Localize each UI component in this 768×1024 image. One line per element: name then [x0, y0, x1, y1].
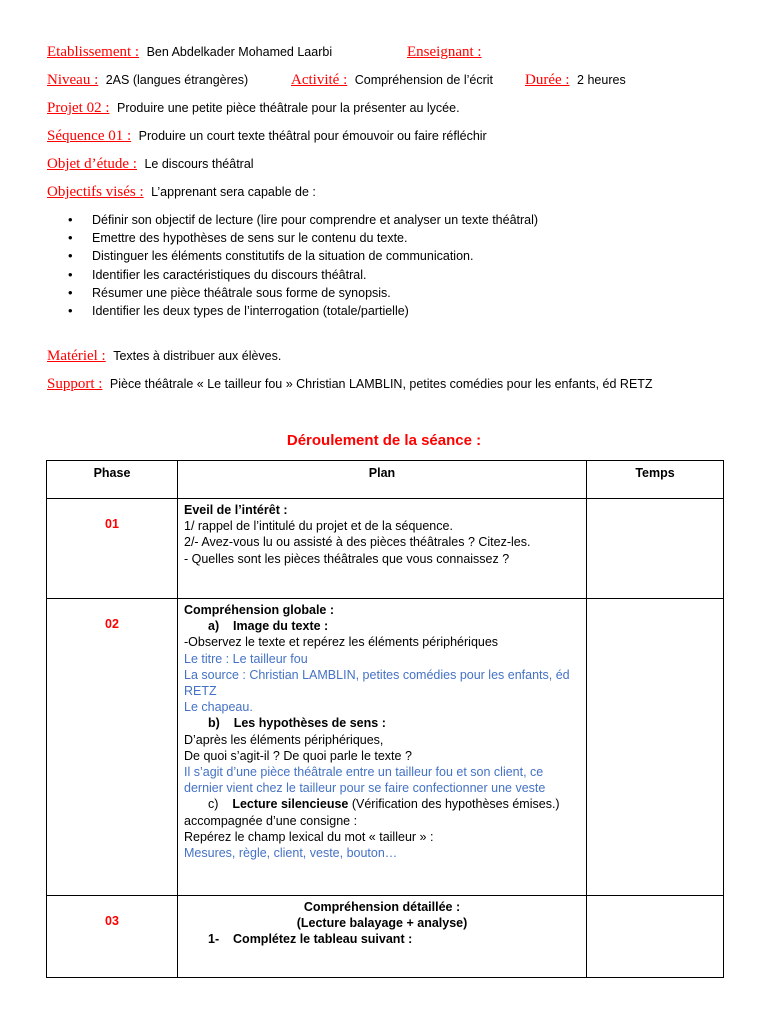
header-phase: Phase [47, 461, 178, 499]
duree-line [525, 72, 626, 88]
plan-subsection-c [184, 796, 580, 812]
plan-line: De quoi s’agit-il ? De quoi parle le texte ? [184, 748, 412, 763]
objectifs-label: Objectifs visés : [47, 184, 144, 200]
enseignant-label: Enseignant : [407, 44, 482, 60]
plan-line: D’après les éléments périphériques, [184, 732, 384, 747]
objectifs-list [68, 211, 538, 320]
plan-answer: Mesures, règle, client, veste, bouton… [184, 846, 398, 861]
support-value: Pièce théâtrale « Le tailleur fou » Christian LAMBLIN, petites comédies pour les enfants, éd RETZ [109, 377, 653, 391]
etablissement-label: Etablissement : [47, 44, 140, 60]
item-text: Complétez le tableau suivant : [233, 932, 413, 947]
phase-number: 03 [47, 896, 178, 978]
plan-cell [178, 599, 587, 896]
activite-label: Activité : [291, 72, 348, 88]
list-item: • Distinguer les éléments constitutifs de la situation de communication. [68, 247, 538, 265]
materiel-line [47, 348, 281, 364]
activite-value: Compréhension de l’écrit [354, 73, 493, 87]
plan-line: Repérez le champ lexical du mot « tailleur » : [184, 829, 434, 844]
sub-title: Image du texte : [233, 619, 329, 634]
list-item: • Emettre des hypothèses de sens sur le contenu du texte. [68, 229, 538, 247]
projet-line [47, 100, 460, 116]
deroulement-table [46, 460, 724, 978]
phase-number: 01 [47, 499, 178, 599]
objectifs-line [47, 184, 316, 200]
sub-label: b) [208, 716, 220, 731]
niveau-line [47, 72, 248, 88]
temps-cell [587, 499, 724, 599]
sub-note: (Vérification des hypothèses émises.) [351, 797, 560, 812]
plan-line: 1/ rappel de l’intitulé du projet et de la séquence. [184, 519, 453, 534]
enseignant-line [407, 44, 486, 60]
sequence-label: Séquence 01 : [47, 128, 132, 144]
projet-label: Projet 02 : [47, 100, 110, 116]
sequence-line [47, 128, 487, 144]
etablissement-value: Ben Abdelkader Mohamed Laarbi [146, 45, 333, 59]
sequence-value: Produire un court texte théâtral pour émouvoir ou faire réfléchir [138, 129, 487, 143]
plan-answer: Le chapeau. [184, 700, 253, 715]
plan-title: Compréhension globale : [184, 603, 335, 617]
plan-line: 2/- Avez-vous lu ou assisté à des pièces théâtrales ? Citez-les. [184, 535, 531, 550]
item-number: 1- [208, 932, 220, 947]
plan-line: accompagnée d’une consigne : [184, 813, 358, 828]
phase-number: 02 [47, 599, 178, 896]
header-temps: Temps [587, 461, 724, 499]
plan-title: Compréhension détaillée : [303, 900, 461, 914]
sub-title: Lecture silencieuse [232, 797, 349, 812]
plan-line: -Observez le texte et repérez les éléments périphériques [184, 635, 499, 650]
objet-value: Le discours théâtral [144, 157, 254, 171]
list-item: • Résumer une pièce théâtrale sous forme de synopsis. [68, 284, 538, 302]
header-plan: Plan [178, 461, 587, 499]
support-line [47, 376, 653, 392]
etablissement-line [47, 44, 332, 60]
list-item: • Identifier les caractéristiques du discours théâtral. [68, 266, 538, 284]
materiel-value: Textes à distribuer aux élèves. [113, 349, 282, 363]
sub-label: a) [208, 619, 220, 634]
plan-subsection-a [184, 618, 580, 634]
objet-label: Objet d’étude : [47, 156, 137, 172]
seance-title: Déroulement de la séance : [286, 432, 482, 449]
sub-label: c) [208, 797, 219, 812]
materiel-label: Matériel : [47, 348, 106, 364]
temps-cell [587, 599, 724, 896]
table-row [47, 499, 724, 599]
plan-answer: Il s’agit d’une pièce théâtrale entre un tailleur fou et son client, ce dernier vient chez le tailleur pour se faire confectionner une veste [184, 765, 546, 796]
support-label: Support : [47, 376, 103, 392]
plan-answer: La source : Christian LAMBLIN, petites comédies pour les enfants, éd RETZ [184, 667, 570, 699]
plan-subsection-b [184, 715, 580, 731]
plan-subtitle: (Lecture balayage + analyse) [296, 916, 468, 931]
duree-value: 2 heures [577, 73, 626, 87]
plan-cell [178, 499, 587, 599]
plan-answer: Le titre : Le tailleur fou [184, 651, 308, 666]
temps-cell [587, 896, 724, 978]
list-item: • Définir son objectif de lecture (lire pour comprendre et analyser un texte théâtral) [68, 211, 538, 229]
plan-line: - Quelles sont les pièces théâtrales que vous connaissez ? [184, 551, 510, 566]
niveau-label: Niveau : [47, 72, 99, 88]
list-item: • Identifier les deux types de l’interrogation (totale/partielle) [68, 302, 538, 320]
plan-cell [178, 896, 587, 978]
objectifs-value: L’apprenant sera capable de : [151, 185, 316, 199]
table-row [47, 896, 724, 978]
plan-title: Eveil de l’intérêt : [184, 503, 288, 517]
activite-line [291, 72, 493, 88]
sub-title: Les hypothèses de sens : [233, 716, 386, 731]
objet-line [47, 156, 254, 172]
niveau-value: 2AS (langues étrangères) [105, 73, 249, 87]
table-header-row [47, 461, 724, 499]
table-row [47, 599, 724, 896]
projet-value: Produire une petite pièce théâtrale pour la présenter au lycée. [116, 101, 460, 115]
plan-item [184, 931, 580, 947]
duree-label: Durée : [525, 72, 570, 88]
